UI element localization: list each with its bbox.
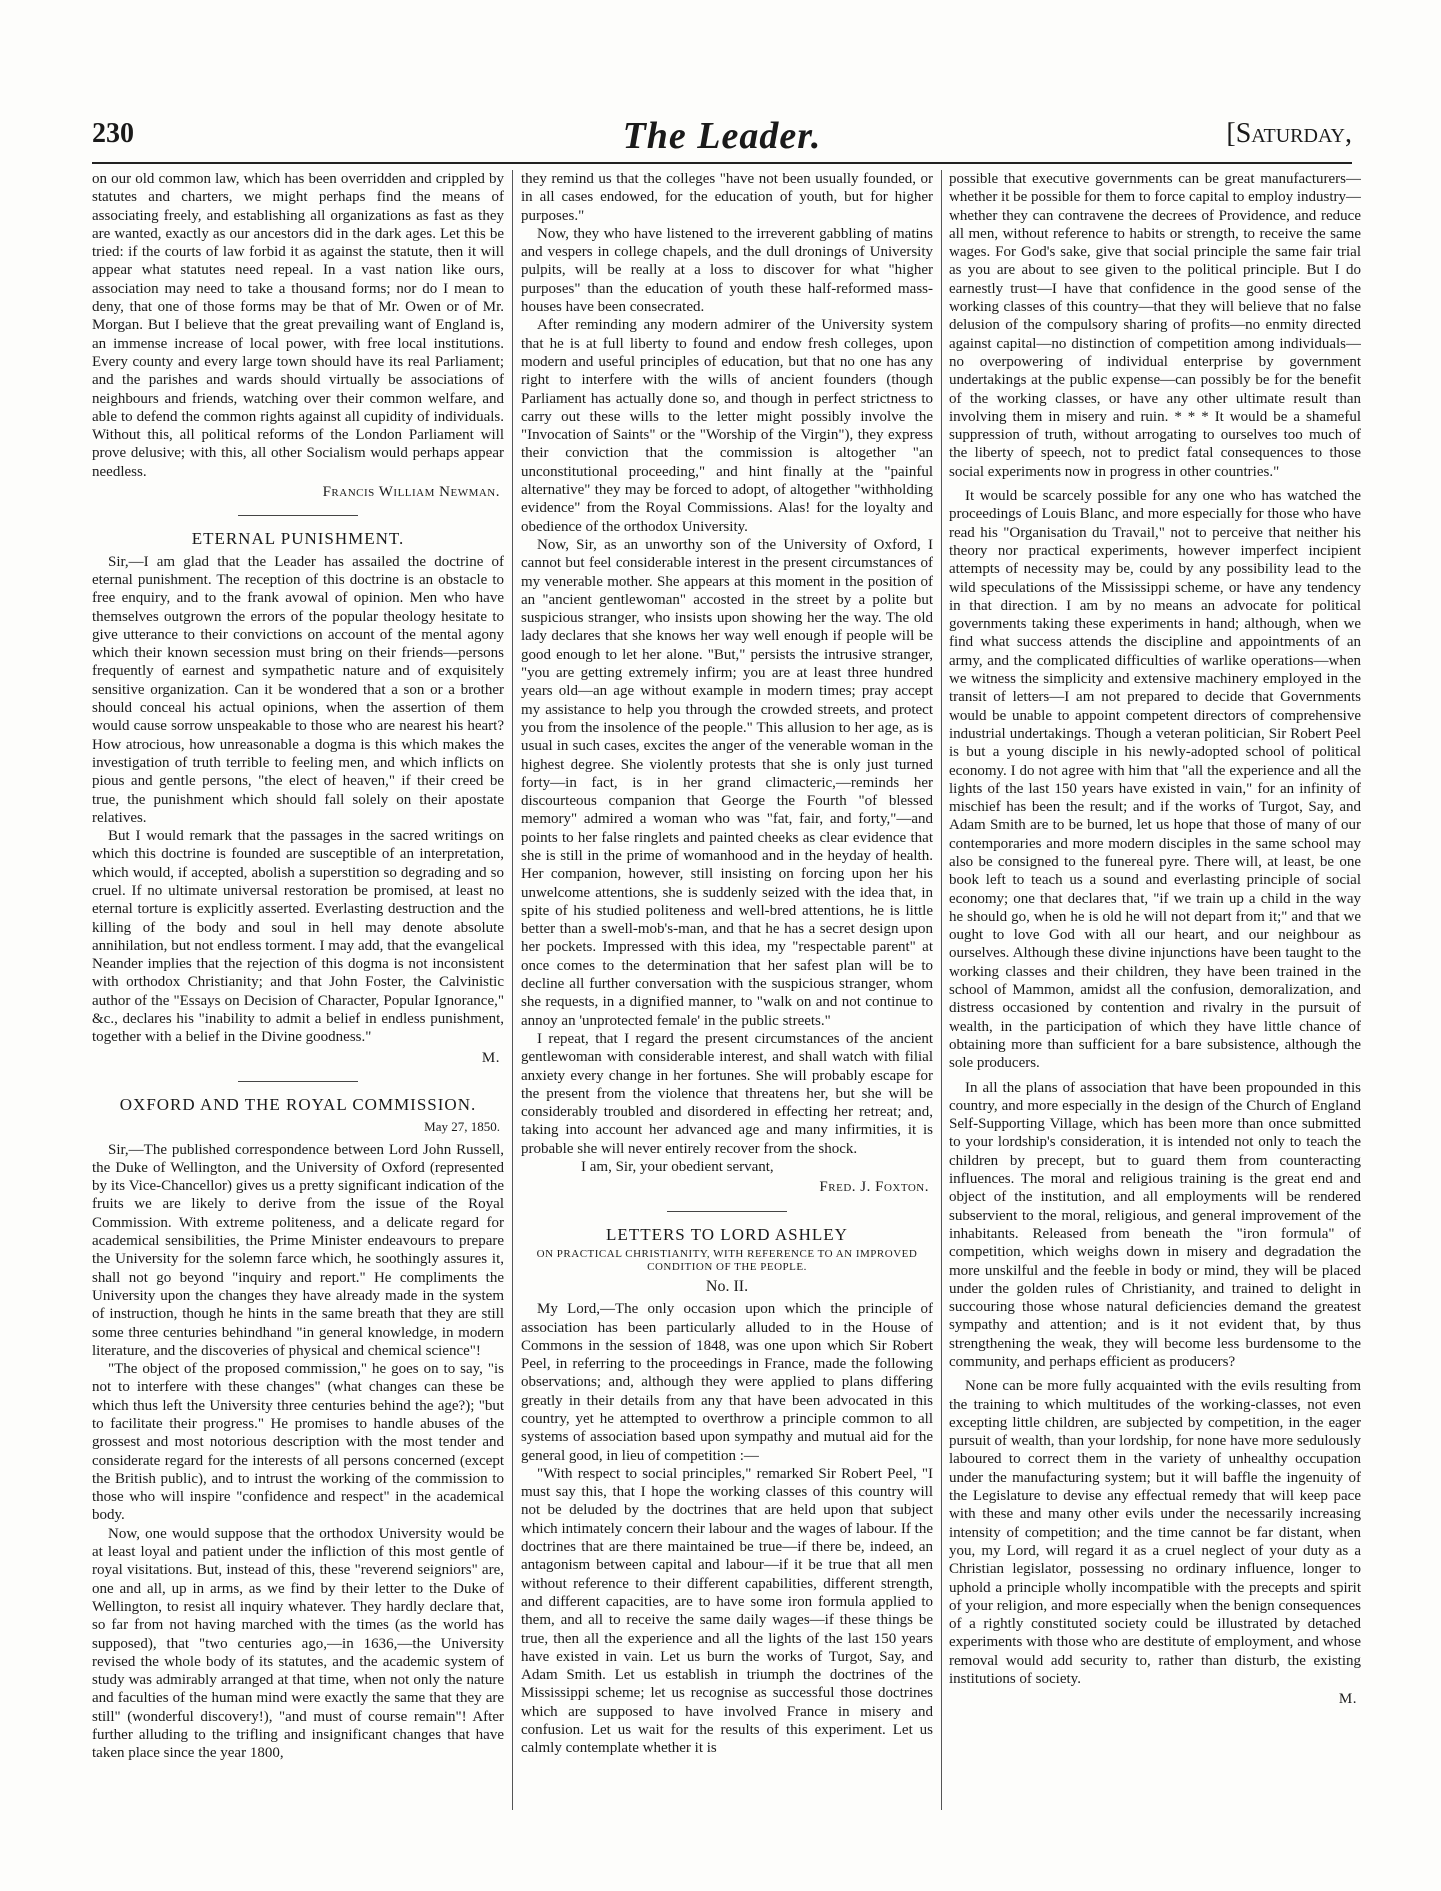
section-separator (238, 515, 358, 516)
oxford-paragraph: Now, one would suppose that the orthodox University would be at least loyal and patient under the infliction of this most gentle of royal visitations. But, instead of this, these "reverend seigniors" are, one and all, up in arms, as we find by their letter to the Duke of Wellington, to resist all inquiry whatever. They hardly declare that, so far from not having marched with the times (as the world has supposed), that "two centuries ago,—in 1636,—the University revised the whole body of its statutes, and the academic system of study was admirably arranged at that time, when not only the nature and faculties of the human mind were exactly the same that they are still" (wonderful discovery!), "and must of course remain"! After further alluding to the trifling and insignificant changes that have taken place since the year 1800, (92, 1525, 504, 1762)
ashley-signature: M. (1338, 1691, 1357, 1708)
eternal-punishment-heading: ETERNAL PUNISHMENT. (191, 529, 405, 549)
newman-signature: Francis William Newman. (322, 484, 500, 501)
column-right (949, 170, 1361, 1810)
oxford-closing: I am, Sir, your obedient servant, (581, 1159, 774, 1176)
ashley-letters-subheading: ON PRACTICAL CHRISTIANITY, WITH REFERENCE TO AN IMPROVED CONDITION OF THE PEOPLE. (536, 1247, 918, 1273)
oxford-paragraph: "The object of the proposed commission," he goes on to say, "is not to interfere with these changes" (what changes can these be which thus left the University three centuries behind the age?); "but to facilitate their progress." He promises to handle abuses of the grossest and most notorious description with the most tender and considerate regard for the interests of all persons concerned (except the British public), and to intrust the working of the commission to those who will inspire "confidence and respect" in the academical body. (92, 1361, 504, 1524)
oxford-paragraph: Now, Sir, as an unworthy son of the University of Oxford, I cannot but feel considerable interest in the present circumstances of my venerable mother. She appears at this moment in the position of an "ancient gentlewoman" accosted in the street by a polite but suspicious stranger, who insists upon showing her the way. The old lady declares that she knows her way well enough if people will be good enough to let her alone. "But," persists the intrusive stranger, "you are getting extremely infirm; you are at least three hundred years old—an age without example in modern times; pray accept my assistance to help you through the crowded streets, and protect you from the insolence of the people." This allusion to her age, as is usual in such cases, excites the anger of the venerable woman in the highest degree. She violently protests that she is only just turned forty—in fact, is in her grand climacteric,—reminds her discourteous companion that George the Fourth "of blessed memory" admired a woman who was "fat, fair, and forty,"—and points to her false ringlets and painted cheeks as clear evidence that she is still in the prime of womanhood and in the heyday of health. Her companion, however, still insisting on forcing upon her his unwelcome attentions, she is suddenly seized with the idea that, in spite of his studied politeness and well-bred attentions, he is little better than a swell-mob's-man, and that he has a secret design upon her pockets. Impressed with this idea, my "respectable parent" at once comes to the determination that her safest plan will be to decline all further conversation with the suspicious stranger, whom she requests, in a dignified manner, to "walk on and not continue to annoy an 'unprotected female' in the public streets." (521, 536, 933, 1029)
ashley-paragraph: "With respect to social principles," remarked Sir Robert Peel, "I must say this, that I hope the working classes of this country will not be deluded by the doctrines that are held upon that subject which intimately concern their labour and the wages of labour. If the doctrines that are there maintained be true—if there be, indeed, an antagonism between capital and labour—if it be true that all men without reference to their different capabilities, different strength, and different capacities, are to have some iron formula applied to them, and all to receive the same daily wages—if these things be true, then all the experience and all the lights of the last 150 years have existed in vain. Let us burn the works of Turgot, Say, and Adam Smith. Let us establish in triumph the doctrines of the Mississippi scheme; let us recognise as successful those doctrines which are supposed to have involved France in misery and confusion. Let us wait for the results of this experiment. Let us calmly contemplate whether it is (521, 1465, 933, 1757)
paper-title: The Leader. (622, 115, 822, 157)
oxford-commission-heading: OXFORD AND THE ROYAL COMMISSION. (119, 1094, 477, 1114)
section-separator (238, 1081, 358, 1082)
section-separator (667, 1211, 787, 1212)
column-middle (521, 170, 933, 1810)
newman-letter-conclusion: on our old common law, which has been overridden and crippled by statutes and charters, we might perhaps find the means of associating freely, and establishing all organizations as fast as they are wanted, exactly as our ancestors did in the dark ages. Let this be tried: if the courts of law forbid it as against the statute, then it will appear what statutes need repeal. In a vast nation like ours, association may need to take a thousand forms; nor do I mean to deny, that one of those forms may be that of Mr. Owen or of Mr. Morgan. But I believe that the great prevailing want of England is, an immense increase of local power, with free local institutions. Every county and every large town should have its real Parliament; and the parishes and wards should virtually be associations of neighbours and friends, watching over their common welfare, and able to defend the common rights against all cupidity of individuals. Without this, all political reforms of the London Parliament will prove delusive; with this, all other Socialism would perhaps appear needless. (92, 171, 504, 480)
page-number: 230 (92, 118, 134, 149)
dateline: [Saturday, (1226, 118, 1352, 149)
foxton-signature: Fred. J. Foxton. (819, 1179, 929, 1196)
oxford-paragraph: they remind us that the colleges "have not been usually founded, or in all cases endowed, for the education of youth, but for higher purposes." (521, 171, 933, 224)
ashley-paragraph: It would be scarcely possible for any one who has watched the proceedings of Louis Blanc, and more especially for those who have read his "Organisation du Travail," not to perceive that neither his theory nor practical experiments, however imperfect incipient attempts of necessity may be, could by any possibility lead to the wild speculations of the Mississippi scheme, or have any tendency in that direction. I am by no means an advocate for political governments taking these experiments in hand; although, when we find what success attends the discipline and appointments of an army, and the complicated difficulties of warlike operations—when we witness the simplicity and extensive machinery employed in the transit of letters—I am not prepared to decide that Governments would be unable to appoint competent directors of comprehensive industrial undertakings. Though a veteran politician, Sir Robert Peel is but a young disciple in his newly-adopted school of political economy. I do not agree with him that "all the experience and all the lights of the last 150 years have existed in vain," for an infinity of mischief has been the result; and if the works of Turgot, Say, and Adam Smith are to be burned, let us hope that those of many of our contemporaries and more modern disciples in the same school may also be consigned to the funereal pyre. There will, at least, be one book left to teach us a sound and everlasting principle of social economy; one that declares that, "if we train up a child in the way he should go, when he is old he will not depart from it;" and that we ought to love God with all our heart, and our neighbour as ourselves. Although these divine injunctions have been taught to the working classes and their children, they have been trained in the school of Mammon, amidst all the confusion, demoralization, and distress occasioned by contention and rivalry in the pursuit of wealth, in the participation of which they have little chance of obtaining more than sufficient for a bare subsistence, although the sole producers. (949, 488, 1361, 1072)
eternal-punishment-paragraph: But I would remark that the passages in the sacred writings on which this doctrine is founded are susceptible of an interpretation, which would, if accepted, abolish a superstition so degrading and so cruel. If no ultimate universal restoration be promised, at least no eternal torture is explicitly asserted. Everlasting destruction and the killing of the body and soul in hell may denote absolute annihilation, but not endless torment. I may add, that the evangelical Neander implies that the rejection of this dogma is not inconsistent with orthodox Christianity; and that John Foster, the Calvinistic author of the "Essays on Decision of Character, Popular Ignorance," &c., declares his "inability to admit a belief in endless punishment, together with a belief in the Divine goodness." (92, 828, 504, 1046)
masthead (92, 115, 1352, 158)
ashley-paragraph: My Lord,—The only occasion upon which the principle of association has been particularly alluded to in the House of Commons in the session of 1848, was one upon which Sir Robert Peel, in referring to the proceedings in France, made the following observations; and, although they were applied to plans differing greatly in their details from any that have been advocated in this country, yet he attempted to overthrow a principle common to all systems of association based upon sympathy and mutual aid for the general good, in lieu of competition :— (521, 1301, 933, 1464)
ashley-paragraph: In all the plans of association that have been propounded in this country, and more especially in the design of the Church of England Self-Supporting Village, which has been more than once submitted to your lordship's consideration, it is intended not only to teach the children by precept, but to guard them from counteracting influences. The moral and religious training is the great end and object of the institution, and all employments will be rendered subservient to the moral, religious, and general improvement of the inhabitants. Released from beneath the "iron formula" of competition, which weighs down in misery and degradation the more unskilful and the feeble in body or mind, they will be placed under the golden rules of Christianity, and trained to delight in succouring those whose natural deficiencies demand the greatest sympathy and attention; and is it not evident that, by thus strengthening the weak, they will become less burdensome to the community, and perhaps efficient as producers? (949, 1079, 1361, 1370)
ashley-paragraph: possible that executive governments can be great manufacturers—whether it be possible for them to force capital to employ industry—whether they can contravene the decrees of Providence, and reduce all men, without reference to habits or strength, to receive the same wages. For God's sake, give that social principle the same fair trial as you are about to see given to the political principle. But I do earnestly trust—I have that confidence in the good sense of the working classes of this country—that they will believe that no false delusion of the compulsory sharing of profits—no enmity directed against capital—no distinction of competition among individuals—no overpowering of individual enterprise by government undertakings at the public expense—can possibly be for the benefit of the working classes, or have any other ultimate result than involving them in misery and ruin. * * * It would be a shameful suppression of truth, without arrogating to ourselves too much of the liberty of speech, not to predict fatal consequences to those social experiments now in progress in other countries." (949, 171, 1361, 480)
eternal-punishment-paragraph: Sir,—I am glad that the Leader has assailed the doctrine of eternal punishment. The reception of this doctrine is an obstacle to free enquiry, and to the frank avowal of opinion. Men who have themselves outgrown the errors of the popular theology hesitate to give utterance to their convictions on account of the mental agony which their known secession must bring on their friends—persons frequently of earnest and sympathetic nature and of exquisitely sensitive organization. Can it be wondered that a son or a brother should conceal his actual opinions, when the assertion of them would cause sorrow unspeakable to those who are nearest his heart? How atrocious, how unreasonable a dogma is this which makes the investigation of truth terrible to feeling men, and which inflicts on pious and gentle persons, "the elect of heaven," if their creed be true, the punishment which should fall solely on their apostate relatives. (92, 553, 504, 826)
column-divider (512, 170, 513, 1810)
oxford-paragraph: I repeat, that I regard the present circumstances of the ancient gentlewoman with considerable interest, and shall watch with filial anxiety every change in her fortunes. She will probably escape for the present from the violence that threatens her, but she will be considerably troubled and disordered in effecting her retreat; and, taking into account her advanced age and many infirmities, it is probable she will never entirely recover from the shock. (521, 1030, 933, 1157)
ashley-paragraph: None can be more fully acquainted with the evils resulting from the training to which multitudes of the working-classes, not even excepting little children, are subjected by competition, in the eager pursuit of wealth, than your lordship, for none have more sedulously laboured to correct them in the variety of unhealthy occupation under the manufacturing system; but it will baffle the ingenuity of the Legislature to devise any effectual remedy that will keep pace with these and many other evils under the necessarily increasing intensity of competition; and the time cannot be far distant, when you, my Lord, will regard it as a cruel neglect of your duty as a Christian legislator, possessing no ordinary influence, longer to uphold a principle wholly incompatible with the precepts and spirit of your religion, and more especially when the benign consequences of a rightly constituted society could be illustrated by detached experiments with those who are destitute of employment, and whose removal would add security to, rather than disturb, the existing institutions of society. (949, 1378, 1361, 1688)
column-left (92, 170, 504, 1810)
oxford-paragraph: Sir,—The published correspondence between Lord John Russell, the Duke of Wellington, and the University of Oxford (represented by its Vice-Chancellor) gives us a pretty significant indication of the fruits we are likely to derive from the issue of the Royal Commission. With extreme politeness, and a delicate regard for academical sensibilities, the Prime Minister endeavours to prepare the University for the solemn farce which, he soothingly assures it, shall not go beyond "inquiry and report." He compliments the University upon the changes they have already made in the system of instruction, though he hints in the same breath that they are still some three centuries behindhand "in general knowledge, in modern literature, and the discoveries of physical and chemical science"! (92, 1141, 504, 1359)
oxford-paragraph: Now, they who have listened to the irreverent gabbling of matins and vespers in college chapels, and the dull dronings of University pulpits, will be really at a loss to discover for what "higher purposes" than the education of youth these half-reformed mass-houses have been consecrated. (521, 225, 933, 316)
eternal-punishment-signature: M. (481, 1049, 500, 1066)
masthead-rule (92, 162, 1352, 164)
ashley-letters-heading: LETTERS TO LORD ASHLEY (606, 1224, 848, 1244)
oxford-paragraph: After reminding any modern admirer of the University system that he is at full liberty to found and endow fresh colleges, upon modern and useful principles of education, but that no one has any right to interfere with the wills of ancient founders (though Parliament has actually done so, and though in perfect strictness to carry out these wills to the letter might possibly involve the "Invocation of Saints" or the "Worship of the Virgin"), they express their conviction that the commission is altogether "an unconstitutional proceeding," and hint finally at the "painful alternative" they may be forced to adopt, of altogether "withholding evidence" from the Royal Commissions. Alas! for the loyalty and obedience of the orthodox University. (521, 317, 933, 535)
column-divider (941, 170, 942, 1810)
oxford-letter-date: May 27, 1850. (424, 1119, 500, 1135)
ashley-letter-number: No. II. (705, 1277, 749, 1295)
